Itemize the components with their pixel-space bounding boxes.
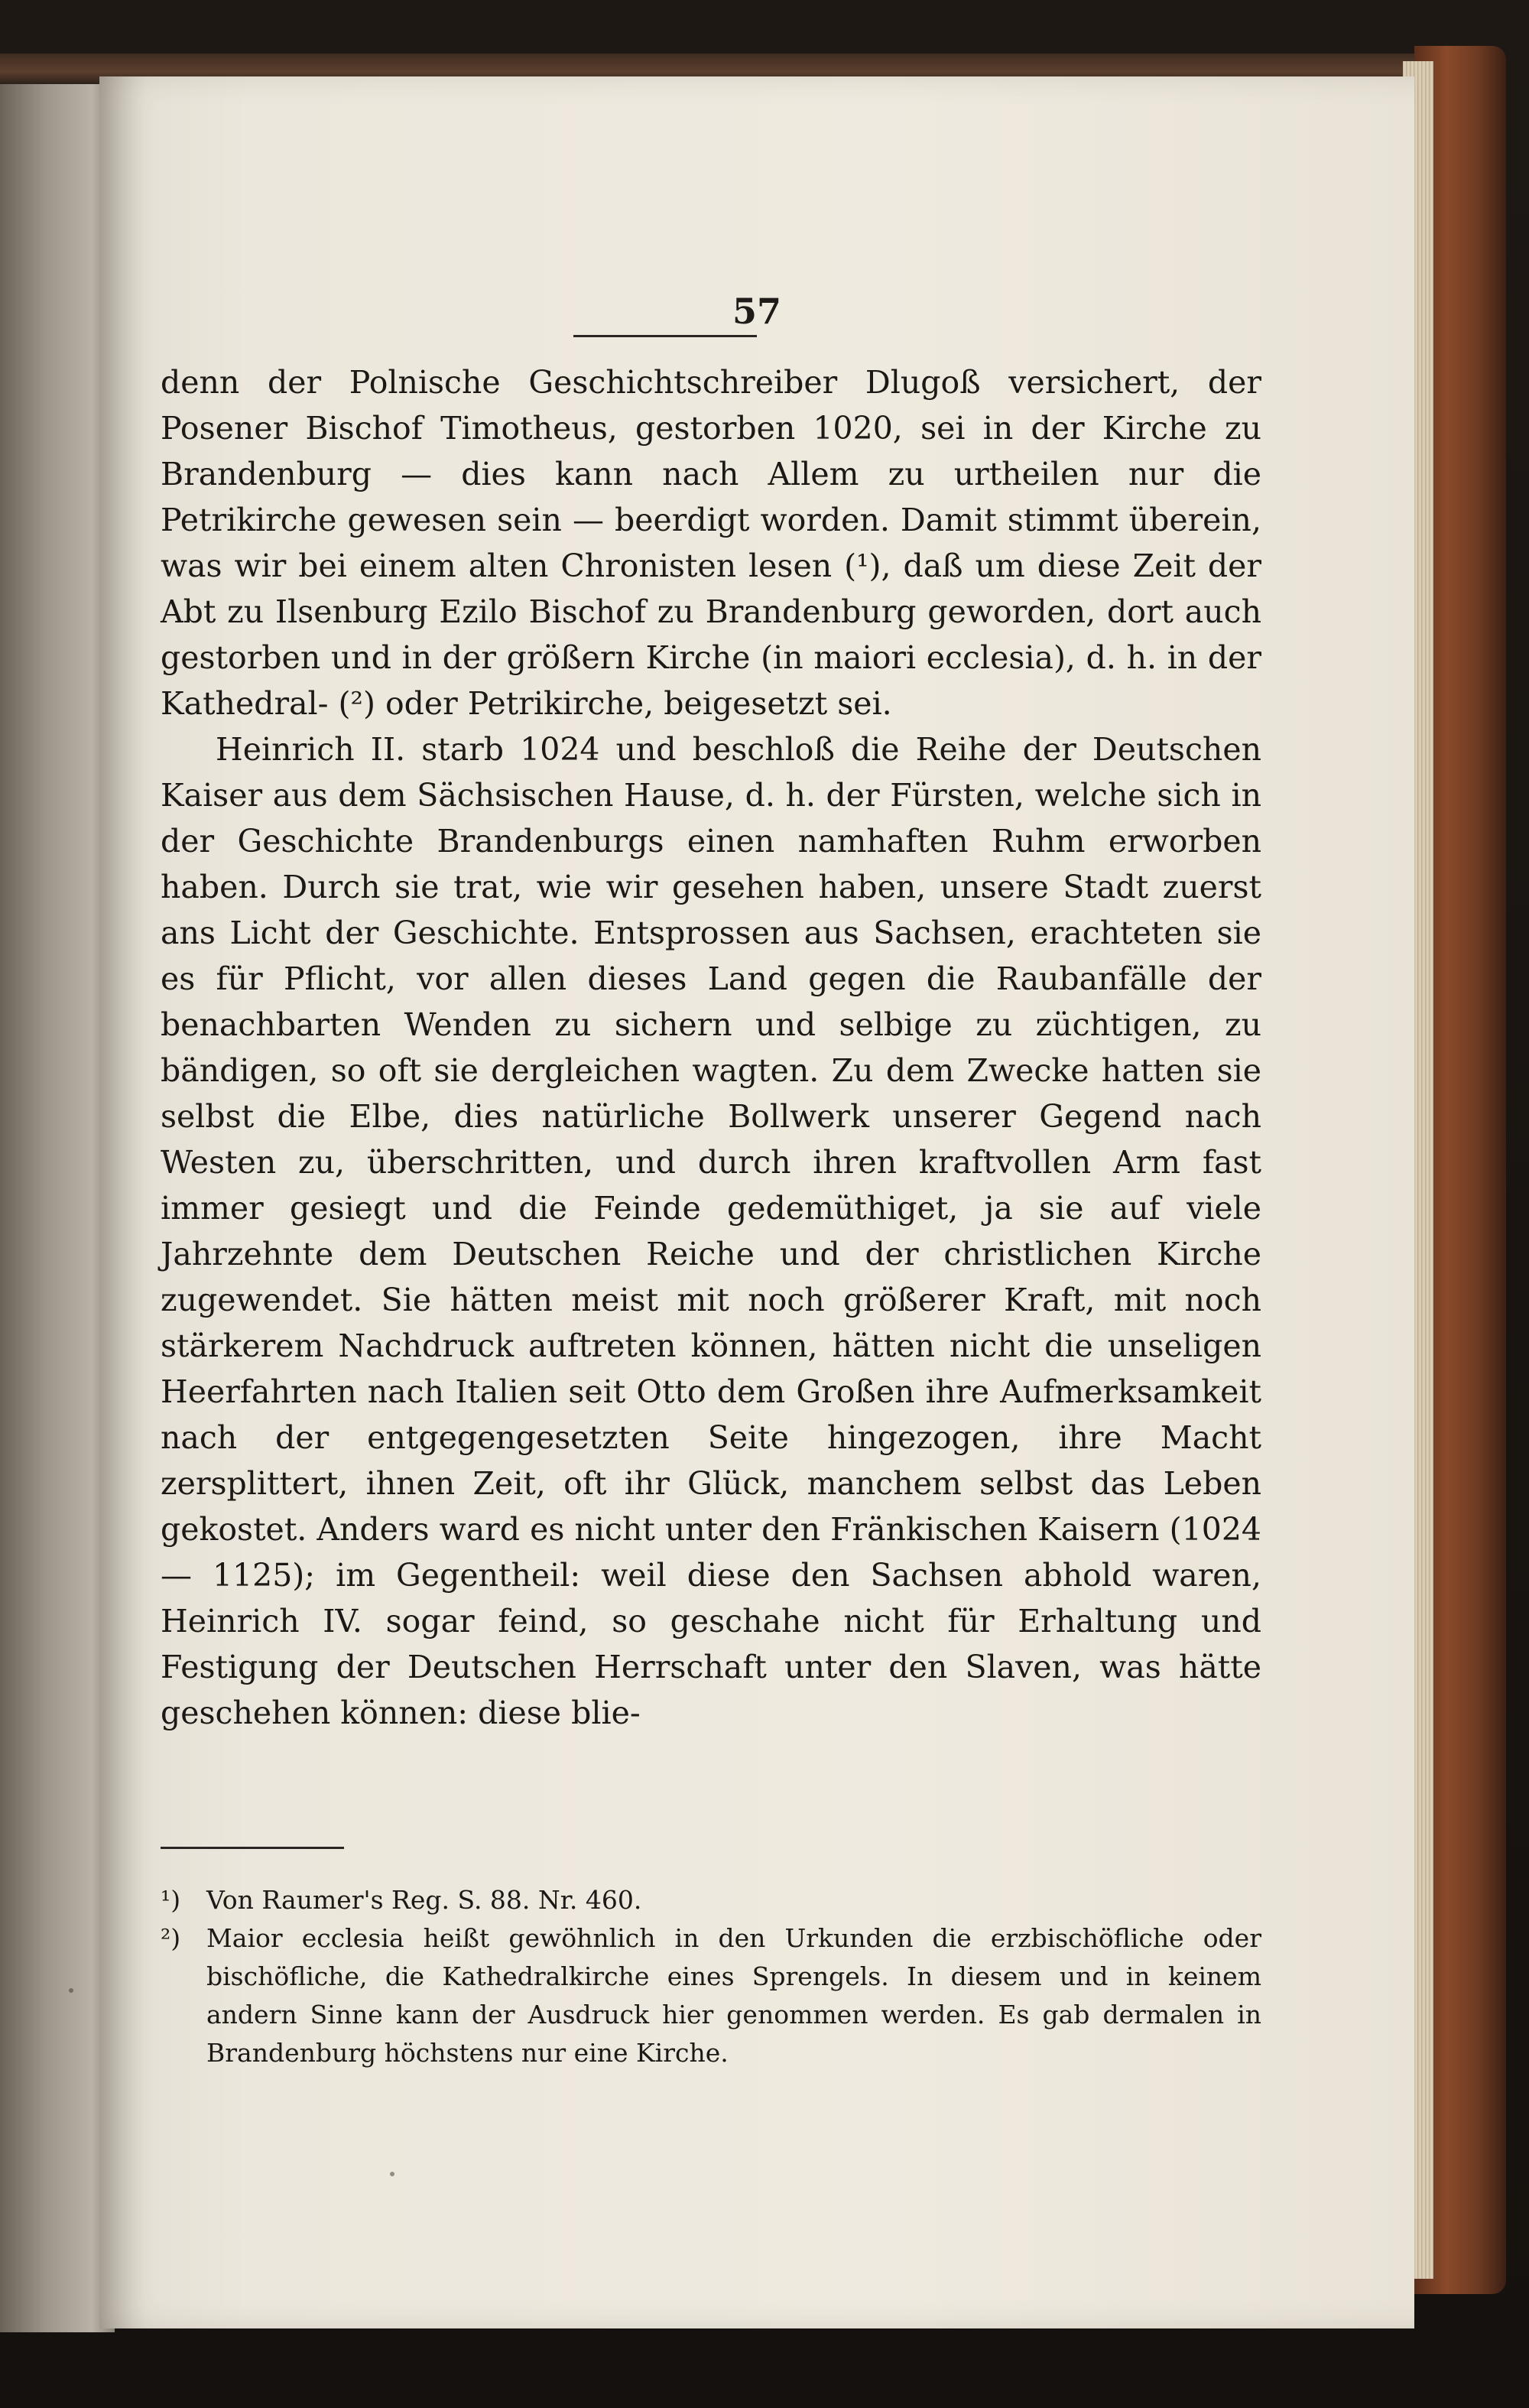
book-page	[99, 76, 1414, 2328]
footnote-1-text: Von Raumer's Reg. S. 88. Nr. 460.	[206, 1885, 642, 1915]
footnote-1	[161, 1881, 1261, 1919]
body-text	[161, 359, 1261, 1736]
paper-speck	[69, 1988, 73, 1993]
footnote-2-text: Maior ecclesia heißt gewöhnlich in den Urkunden die erzbischöfliche oder bischöfliche, die Kathedralkirche eines Sprengels. In diesem und in keinem andern Sinne kann der Ausdruck hier genommen werden. Es gab dermalen in Brandenburg höchstens nur eine Kirche.	[206, 1923, 1261, 2068]
paragraph-1: denn der Polnische Geschichtschreiber Dlugoß versichert, der Posener Bischof Timotheus, gestorben 1020, sei in der Kirche zu Brandenburg — dies kann nach Allem zu urtheilen nur die Petrikirche gewesen sein — beerdigt worden. Damit stimmt überein, was wir bei einem alten Chronisten lesen (¹), daß um diese Zeit der Abt zu Ilsenburg Ezilo Bischof zu Brandenburg geworden, dort auch gestorben und in der größern Kirche (in maiori ecclesia), d. h. in der Kathedral- (²) oder Petrikirche, beigesetzt sei.	[161, 364, 1261, 722]
footnote-rule	[161, 1847, 344, 1849]
page-number-rule	[573, 335, 757, 337]
paragraph-2: Heinrich II. starb 1024 und beschloß die Reihe der Deutschen Kaiser aus dem Sächsischen Hause, d. h. der Fürsten, welche sich in der Geschichte Brandenburgs einen namhaften Ruhm erworben haben. Durch sie trat, wie wir gesehen haben, unsere Stadt zuerst ans Licht der Geschichte. Entsprossen aus Sachsen, erachteten sie es für Pflicht, vor allen dieses Land gegen die Raubanfälle der benachbarten Wenden zu sichern und selbige zu züchtigen, zu bändigen, so oft sie dergleichen wagten. Zu dem Zwecke hatten sie selbst die Elbe, dies natürliche Bollwerk unserer Gegend nach Westen zu, überschritten, und durch ihren kraftvollen Arm fast immer gesiegt und die Feinde gedemüthiget, ja sie auf viele Jahrzehnte dem Deutschen Reiche und der christlichen Kirche zugewendet. Sie hätten meist mit noch größerer Kraft, mit noch stärkerem Nachdruck auftreten können, hätten nicht die unseligen Heerfahrten nach Italien seit Otto dem Großen ihre Aufmerksamkeit nach der entgegengesetzten Seite hingezogen, ihre Macht zersplittert, ihnen Zeit, oft ihr Glück, manchem selbst das Leben gekostet. Anders ward es nicht unter den Fränkischen Kaisern (1024 — 1125); im Gegentheil: weil diese den Sachsen abhold waren, Heinrich IV. sogar feind, so geschahe nicht für Erhaltung und Festigung der Deutschen Herrschaft unter den Slaven, was hätte geschehen können: diese blie-	[161, 731, 1261, 1731]
footnote-2	[161, 1919, 1261, 2072]
footnote-2-mark: ²)	[161, 1923, 181, 1953]
facing-page-edge	[0, 69, 115, 2332]
footnote-1-mark: ¹)	[161, 1885, 181, 1915]
footnotes	[161, 1881, 1261, 2072]
paper-speck	[390, 2172, 394, 2176]
page-number: 57	[732, 291, 781, 332]
